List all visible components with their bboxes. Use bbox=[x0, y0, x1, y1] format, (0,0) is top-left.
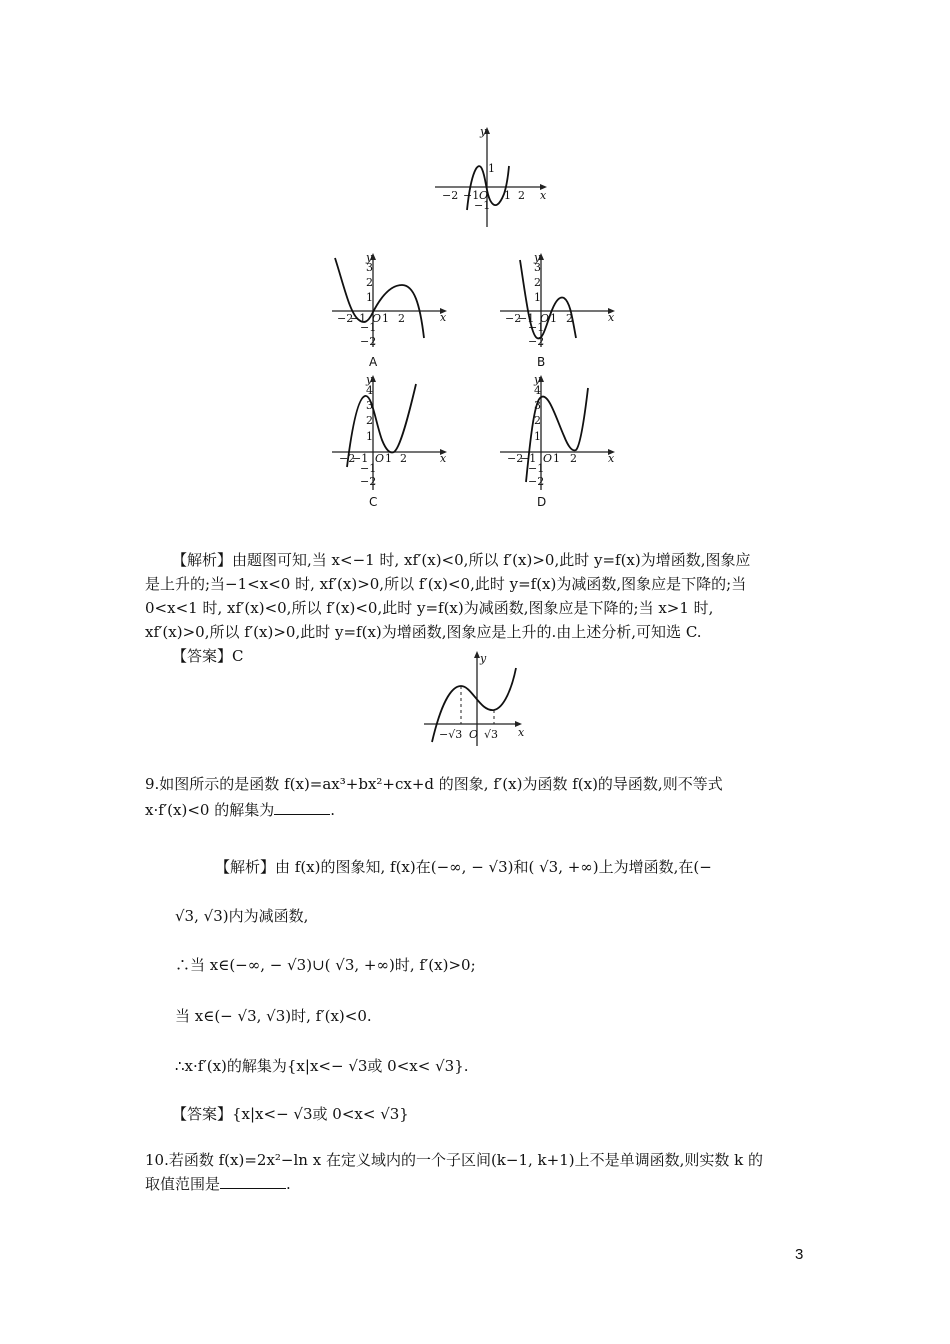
tick-y: −2 bbox=[528, 335, 545, 348]
tick-x: −2 bbox=[507, 452, 524, 465]
option-d-graph bbox=[498, 372, 628, 510]
tick-y: −1 bbox=[360, 462, 377, 475]
tick-origin: O bbox=[540, 312, 550, 325]
x-label: x bbox=[540, 189, 547, 202]
tick-y: −2 bbox=[360, 475, 377, 488]
tick-y: 1 bbox=[488, 162, 495, 175]
tick-y: −2 bbox=[528, 475, 545, 488]
tick-origin: O bbox=[469, 728, 479, 741]
tick-origin: O bbox=[543, 452, 553, 465]
x-label: x bbox=[518, 726, 525, 739]
tick-y: −1 bbox=[474, 199, 491, 212]
tick-sqrt3: √3 bbox=[484, 728, 499, 741]
q9-analysis-line: ∴当 x∈(−∞, − √3)∪( √3, +∞)时, f′(x)>0; bbox=[175, 956, 476, 974]
q8-analysis bbox=[145, 548, 805, 644]
tick-y: 1 bbox=[534, 291, 541, 304]
tick-y: −1 bbox=[528, 321, 545, 334]
q9-analysis-line: 【解析】由 f(x)的图象知, f(x)在(−∞, − √3)和( √3, +∞)上为增函数,在(− bbox=[215, 858, 712, 876]
tick-y: 1 bbox=[366, 430, 373, 443]
answer-blank bbox=[274, 800, 330, 815]
page-number: 3 bbox=[795, 1246, 804, 1263]
q9-analysis-line: √3, √3)内为减函数, bbox=[175, 907, 309, 925]
q8-analysis-line: xf′(x)>0,所以 f′(x)>0,此时 y=f(x)为增函数,图象应是上升的.由上述分析,可知选 C. bbox=[145, 623, 702, 641]
y-label: y bbox=[366, 373, 373, 386]
tick-y: 2 bbox=[534, 276, 541, 289]
q9-question-line2 bbox=[145, 800, 335, 820]
answer-blank bbox=[220, 1174, 286, 1189]
tick-origin: O bbox=[375, 452, 385, 465]
tick-y: −2 bbox=[360, 335, 377, 348]
tick-x: −1 bbox=[520, 452, 537, 465]
y-label: y bbox=[534, 252, 541, 264]
tick-y: 2 bbox=[366, 414, 373, 427]
tick-y: 3 bbox=[366, 399, 373, 412]
q9-graph bbox=[422, 648, 532, 748]
tick-y: 3 bbox=[534, 399, 541, 412]
tick-y: 3 bbox=[534, 261, 541, 274]
option-label: C bbox=[369, 495, 378, 509]
tick-x: 1 bbox=[550, 312, 557, 325]
tick-x: 2 bbox=[566, 312, 573, 325]
q8-answer: 【答案】C bbox=[172, 647, 244, 665]
y-label: y bbox=[480, 652, 487, 665]
q9-analysis-line: ∴x·f′(x)的解集为{x|x<− √3或 0<x< √3}. bbox=[175, 1057, 469, 1075]
tick-x: −2 bbox=[337, 312, 354, 325]
q8-analysis-line: 是上升的;当−1<x<0 时, xf′(x)>0,所以 f′(x)<0,此时 y=f(x)为减函数,图象应是下降的;当 bbox=[145, 575, 747, 593]
tick-origin: O bbox=[479, 189, 489, 202]
q9-answer: 【答案】{x|x<− √3或 0<x< √3} bbox=[172, 1105, 409, 1123]
tick-x: 2 bbox=[398, 312, 405, 325]
option-label: A bbox=[369, 355, 378, 369]
curve bbox=[335, 258, 424, 338]
y-label: y bbox=[534, 373, 541, 386]
x-label: x bbox=[608, 311, 615, 324]
q9-analysis-line: 当 x∈(− √3, √3)时, f′(x)<0. bbox=[175, 1007, 372, 1025]
tick-x: 2 bbox=[400, 452, 407, 465]
tick-x: 1 bbox=[385, 452, 392, 465]
top-graph bbox=[430, 122, 555, 232]
option-label: D bbox=[537, 495, 547, 509]
x-label: x bbox=[440, 311, 447, 324]
q8-analysis-line: 0<x<1 时, xf′(x)<0,所以 f′(x)<0,此时 y=f(x)为减函数,图象应是下降的;当 x>1 时, bbox=[145, 599, 714, 617]
tick-y: 2 bbox=[366, 276, 373, 289]
tick-x: 1 bbox=[382, 312, 389, 325]
y-label: y bbox=[366, 252, 373, 264]
q10-question-line2 bbox=[145, 1174, 291, 1194]
option-label: B bbox=[537, 355, 546, 369]
q9-question-line1: 9.如图所示的是函数 f(x)=ax³+bx²+cx+d 的图象, f′(x)为函数 f(x)的导函数,则不等式 bbox=[145, 775, 723, 793]
tick-x: −2 bbox=[505, 312, 522, 325]
tick-y: 3 bbox=[366, 261, 373, 274]
q10-question-end: . bbox=[286, 1175, 291, 1193]
tick-x: −1 bbox=[463, 189, 480, 202]
q8-analysis-line: 【解析】由题图可知,当 x<−1 时, xf′(x)<0,所以 f′(x)>0,此时 y=f(x)为增函数,图象应 bbox=[172, 551, 751, 569]
tick-x: 2 bbox=[570, 452, 577, 465]
tick-x: −1 bbox=[352, 452, 369, 465]
tick-x: 1 bbox=[504, 189, 511, 202]
tick-x: 1 bbox=[553, 452, 560, 465]
x-label: x bbox=[440, 452, 447, 465]
tick-y: 1 bbox=[534, 430, 541, 443]
q9-question-end: . bbox=[330, 801, 336, 819]
tick-y: 4 bbox=[366, 384, 373, 397]
tick-x: 2 bbox=[518, 189, 525, 202]
q10-question-text: 取值范围是 bbox=[145, 1175, 221, 1193]
tick-y: 4 bbox=[534, 384, 541, 397]
tick-y: −1 bbox=[528, 462, 545, 475]
tick-x: −2 bbox=[442, 189, 459, 202]
y-label: y bbox=[480, 125, 487, 138]
tick-x: −1 bbox=[350, 312, 367, 325]
tick-y: −1 bbox=[360, 321, 377, 334]
x-label: x bbox=[608, 452, 615, 465]
tick-y: 2 bbox=[534, 414, 541, 427]
tick-neg-sqrt3: −√3 bbox=[439, 728, 463, 741]
option-c-graph bbox=[330, 372, 460, 510]
tick-y: 1 bbox=[366, 291, 373, 304]
tick-x: −1 bbox=[518, 312, 535, 325]
tick-x: −2 bbox=[339, 452, 356, 465]
option-b-graph bbox=[498, 252, 628, 370]
option-a-graph bbox=[330, 252, 460, 370]
q10-question-line1: 10.若函数 f(x)=2x²−ln x 在定义域内的一个子区间(k−1, k+1)上不是单调函数,则实数 k 的 bbox=[145, 1151, 763, 1169]
q9-question-text: x·f′(x)<0 的解集为 bbox=[145, 801, 275, 819]
tick-origin: O bbox=[372, 312, 382, 325]
